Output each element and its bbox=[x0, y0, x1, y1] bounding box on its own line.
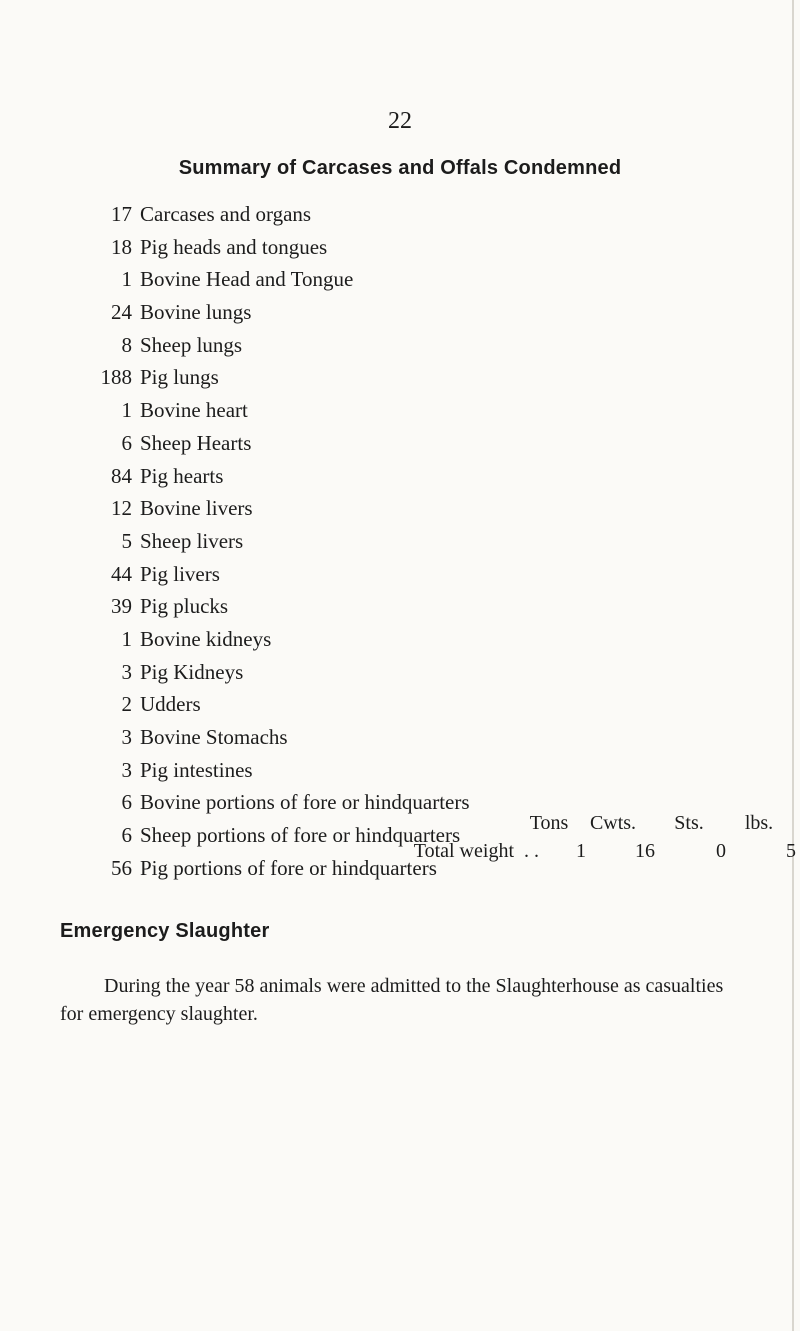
list-item bbox=[96, 492, 470, 525]
list-item bbox=[96, 329, 470, 362]
item-quantity: 3 bbox=[121, 757, 132, 782]
list-item bbox=[96, 361, 470, 394]
item-quantity: 3 bbox=[121, 659, 132, 684]
list-item bbox=[96, 721, 470, 754]
item-quantity: 6 bbox=[121, 430, 132, 455]
list-item bbox=[96, 427, 470, 460]
item-quantity: 56 bbox=[111, 855, 132, 880]
item-quantity: 6 bbox=[121, 823, 132, 848]
cwts-value: 16 bbox=[635, 840, 655, 862]
condemned-items-list bbox=[96, 198, 470, 884]
dot-leader: . . bbox=[524, 840, 539, 862]
item-quantity: 1 bbox=[121, 267, 132, 292]
item-label: Sheep livers bbox=[140, 528, 244, 553]
item-quantity: 1 bbox=[121, 398, 132, 423]
item-label: Bovine lungs bbox=[140, 300, 252, 325]
list-item bbox=[96, 198, 470, 231]
item-label: Sheep Hearts bbox=[140, 430, 252, 455]
item-label: Bovine kidneys bbox=[140, 626, 272, 651]
emergency-heading: Emergency Slaughter bbox=[60, 920, 270, 942]
list-item bbox=[96, 263, 470, 296]
item-label: Bovine Head and Tongue bbox=[140, 267, 354, 292]
item-label: Bovine livers bbox=[140, 496, 253, 521]
list-item bbox=[96, 656, 470, 689]
item-quantity: 2 bbox=[121, 692, 132, 717]
list-item bbox=[96, 688, 470, 721]
item-label: Pig plucks bbox=[140, 594, 229, 619]
list-item bbox=[96, 786, 470, 819]
item-quantity: 8 bbox=[121, 332, 132, 357]
total-weight-row bbox=[362, 840, 800, 863]
item-quantity: 12 bbox=[111, 496, 132, 521]
tons-value: 1 bbox=[576, 840, 586, 862]
item-label: Bovine heart bbox=[140, 398, 248, 423]
weight-units-header bbox=[520, 812, 788, 835]
list-item bbox=[96, 754, 470, 787]
page-number: 22 bbox=[388, 108, 412, 134]
item-quantity: 5 bbox=[121, 528, 132, 553]
item-quantity: 1 bbox=[121, 626, 132, 651]
item-quantity: 6 bbox=[121, 790, 132, 815]
cwts-header: Cwts. bbox=[589, 812, 637, 834]
list-item bbox=[96, 296, 470, 329]
item-quantity: 3 bbox=[121, 725, 132, 749]
item-label: Udders bbox=[140, 692, 201, 717]
total-weight-label: Total weight bbox=[413, 840, 514, 862]
list-item bbox=[96, 394, 470, 427]
item-label: Pig hearts bbox=[140, 463, 224, 488]
item-label: Sheep lungs bbox=[140, 332, 243, 357]
lbs-header: lbs. bbox=[744, 812, 774, 834]
page-edge-shadow bbox=[792, 0, 794, 1331]
list-item bbox=[96, 558, 470, 591]
item-label: Pig Kidneys bbox=[140, 659, 244, 684]
list-item bbox=[96, 231, 470, 264]
item-quantity: 84 bbox=[111, 463, 132, 488]
item-quantity: 188 bbox=[100, 365, 132, 390]
item-label: Pig lungs bbox=[140, 365, 219, 390]
item-quantity: 24 bbox=[111, 300, 132, 325]
list-item bbox=[96, 623, 470, 656]
sts-value: 0 bbox=[716, 840, 726, 862]
list-item bbox=[96, 460, 470, 493]
lbs-value: 5 bbox=[786, 840, 796, 862]
item-quantity: 39 bbox=[111, 594, 132, 619]
tons-header: Tons bbox=[529, 812, 569, 834]
item-label: Pig livers bbox=[140, 561, 220, 586]
emergency-paragraph: During the year 58 animals were admitted to the Slaughterhouse as casualties for emergency slaughter. bbox=[60, 975, 724, 1025]
list-item bbox=[96, 590, 470, 623]
item-label: Bovine Stomachs bbox=[140, 725, 288, 749]
item-quantity: 44 bbox=[111, 561, 132, 586]
sts-header: Sts. bbox=[674, 812, 704, 834]
item-quantity: 17 bbox=[111, 202, 132, 226]
list-item bbox=[96, 525, 470, 558]
item-quantity: 18 bbox=[111, 234, 132, 259]
item-label: Bovine portions of fore or hindquarters bbox=[140, 790, 470, 815]
item-label: Pig intestines bbox=[140, 757, 253, 782]
summary-heading: Summary of Carcases and Offals Condemned bbox=[178, 157, 622, 179]
item-label: Pig heads and tongues bbox=[140, 234, 328, 259]
item-label: Sheep portions of fore or hindquarters bbox=[140, 823, 461, 848]
item-label: Pig portions of fore or hindquarters bbox=[140, 855, 437, 880]
item-label: Carcases and organs bbox=[140, 202, 312, 226]
